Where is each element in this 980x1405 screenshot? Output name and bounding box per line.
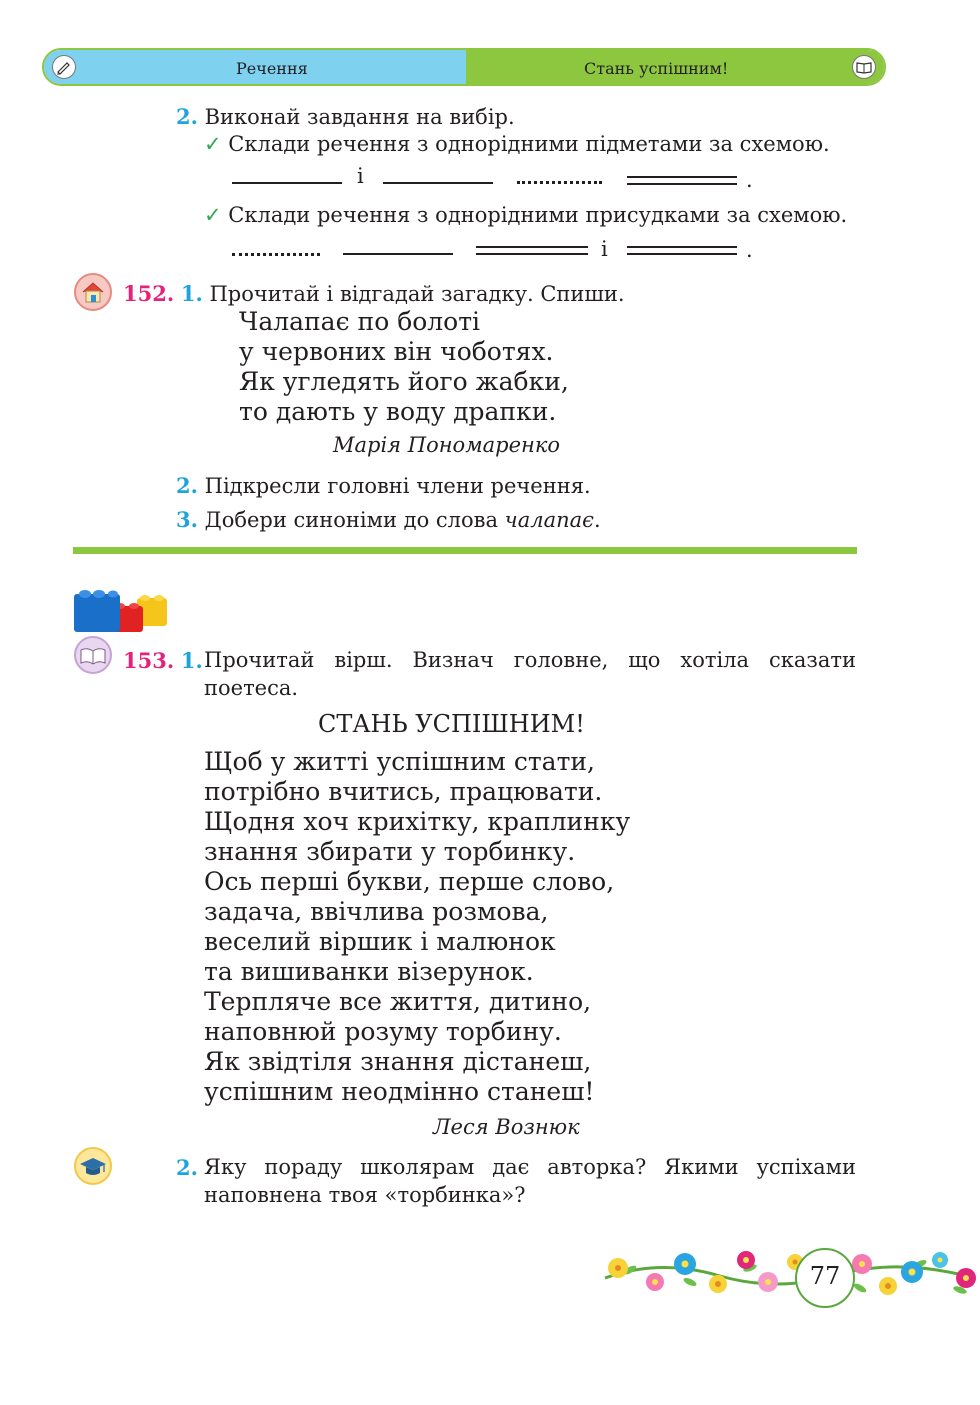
poem-title: СТАНЬ УСПІШНИМ! xyxy=(318,710,585,738)
option-subjects xyxy=(204,134,830,155)
poem-line: Терпляче все життя, дитино, xyxy=(204,987,592,1016)
scheme-dotted-line xyxy=(517,181,602,184)
header-section-right xyxy=(466,50,884,84)
sub-text-line: поетеса. xyxy=(204,676,299,700)
sub-end: . xyxy=(593,508,601,532)
scheme-underline-double xyxy=(476,246,588,255)
sub-text-line: Прочитай вірш. Визнач головне, що хотіла сказати xyxy=(204,648,856,672)
exercise-number: 152. xyxy=(123,281,175,306)
scheme-conjunction: і xyxy=(601,237,608,261)
poem-line: Щодня хоч крихітку, краплинку xyxy=(204,807,631,836)
poem-line: задача, ввічлива розмова, xyxy=(204,897,549,926)
poem-line: знання збирати у торбинку. xyxy=(204,837,576,866)
sub-number: 2. xyxy=(176,1155,198,1180)
header-title-left: Речення xyxy=(236,59,308,78)
sub-number: 1. xyxy=(180,648,203,673)
scheme-underline-single xyxy=(343,253,453,255)
section-divider xyxy=(73,547,857,554)
sub-text-line: Яку пораду школярам дає авторка? Якими успіхами xyxy=(204,1155,856,1179)
sub-number: 3. xyxy=(176,507,198,532)
poem-line: Щоб у житті успішним стати, xyxy=(204,747,596,776)
open-book-icon xyxy=(74,636,112,674)
header-section-left xyxy=(44,50,466,84)
poem-line: потрібно вчитись, працювати. xyxy=(204,777,603,806)
pen-icon xyxy=(52,55,76,79)
scheme-underline-double xyxy=(627,246,737,255)
check-icon: ✓ xyxy=(204,203,222,227)
poem-author: Леся Вознюк xyxy=(433,1115,580,1139)
scheme-underline-single xyxy=(383,182,493,184)
poem-line: та вишиванки візерунок. xyxy=(204,957,534,986)
sub-text: Добери синоніми до слова xyxy=(204,508,505,532)
riddle-line: у червоних він чоботях. xyxy=(239,337,554,366)
building-blocks-icon xyxy=(73,586,173,636)
scheme-dotted-line xyxy=(232,253,320,256)
option-text: Склади речення з однорідними підметами за схемою. xyxy=(228,132,830,156)
task-top xyxy=(176,106,515,128)
flower-garland xyxy=(600,1238,980,1310)
sub-word: чалапає xyxy=(504,508,594,532)
poem-line: Як звідтіля знання дістанеш, xyxy=(204,1047,592,1076)
scheme-underline-single xyxy=(232,182,342,184)
task-text: Виконай завдання на вибір. xyxy=(204,105,515,129)
sub-text: Прочитай і відгадай загадку. Спиши. xyxy=(209,282,625,306)
header-title-right: Стань успішним! xyxy=(584,59,729,78)
poem-line: наповнюй розуму торбину. xyxy=(204,1017,562,1046)
riddle-line: то дають у воду драпки. xyxy=(239,397,557,426)
sub-text-line: наповнена твоя «торбинка»? xyxy=(204,1183,526,1207)
sub-number: 1. xyxy=(180,281,203,306)
riddle-author: Марія Пономаренко xyxy=(333,433,561,457)
poem-line: успішним неодмінно станеш! xyxy=(204,1077,595,1106)
book-icon xyxy=(852,55,876,79)
exercise-152-heading xyxy=(123,283,625,305)
option-predicates xyxy=(204,205,847,226)
scheme-period: . xyxy=(746,168,753,192)
page-number: 77 xyxy=(809,1262,841,1290)
graduation-cap-icon xyxy=(74,1147,112,1185)
exercise-152-sub2 xyxy=(176,475,591,497)
check-icon: ✓ xyxy=(204,132,222,156)
scheme-conjunction: і xyxy=(357,164,364,188)
option-text: Склади речення з однорідними присудками за схемою. xyxy=(228,203,848,227)
home-icon xyxy=(74,273,112,311)
exercise-number: 153. xyxy=(123,648,175,673)
poem-line: веселий віршик і малюнок xyxy=(204,927,556,956)
scheme-period: . xyxy=(746,238,753,262)
page-number-circle xyxy=(795,1248,855,1308)
riddle-line: Як угледять його жабки, xyxy=(239,367,569,396)
poem-line: Ось перші букви, перше слово, xyxy=(204,867,615,896)
page-header xyxy=(42,48,886,86)
sub-text: Підкресли головні члени речення. xyxy=(204,474,591,498)
exercise-152-sub3 xyxy=(176,509,601,531)
scheme-underline-double xyxy=(627,176,737,185)
exercise-153-sub2-number xyxy=(176,1157,198,1179)
task-number: 2. xyxy=(176,104,198,129)
riddle-line: Чалапає по болоті xyxy=(239,307,481,336)
sub-number: 2. xyxy=(176,473,198,498)
